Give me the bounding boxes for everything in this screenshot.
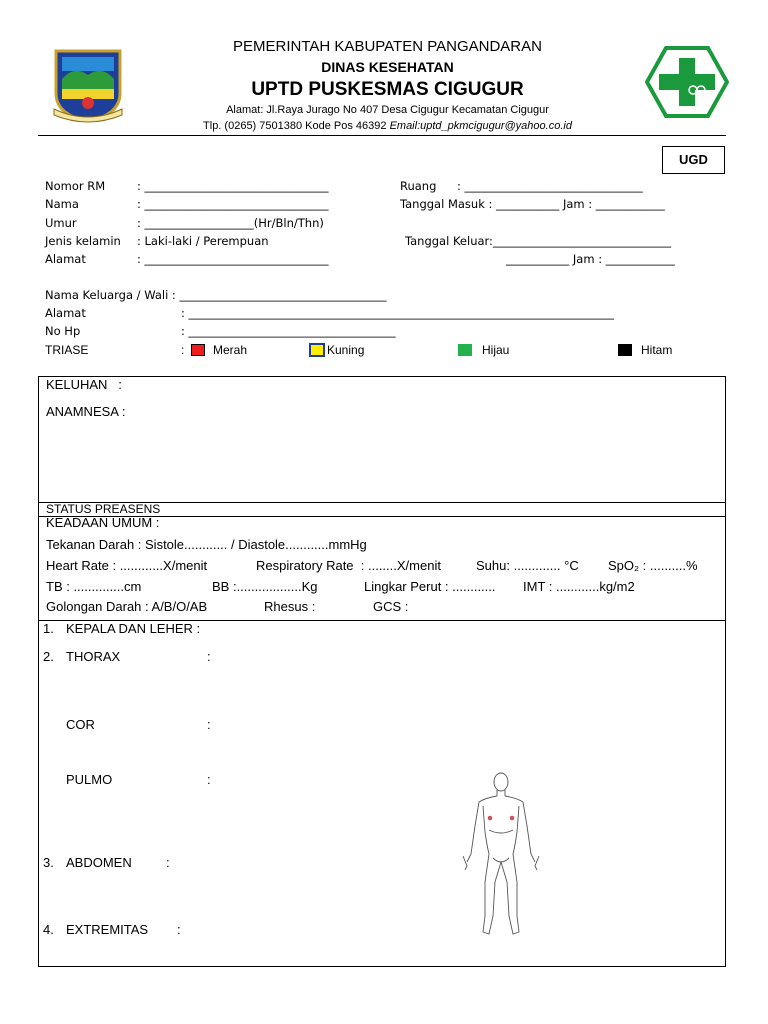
umur-field[interactable]: : ___________________(Hr/Bln/Thn) [137, 216, 324, 230]
ruang-field[interactable]: : _______________________________ [457, 179, 643, 193]
pulmo-label: PULMO [66, 772, 113, 787]
thorax-number: 2. [43, 649, 54, 664]
rhesus-field[interactable]: Rhesus : [264, 599, 316, 614]
jenis-kelamin-field[interactable]: : Laki-laki / Perempuan [137, 234, 269, 248]
triase-hitam-checkbox[interactable] [618, 344, 632, 356]
nama-label: Nama [45, 197, 79, 211]
nama-field[interactable]: : ________________________________ [137, 197, 329, 211]
heart-rate-field[interactable]: Heart Rate : ............X/menit [46, 558, 208, 573]
examination-box [38, 376, 726, 967]
body-diagram [455, 770, 547, 942]
alamat-wali-label: Alamat [45, 306, 86, 320]
extremitas-number: 4. [43, 922, 54, 937]
spo2-field[interactable]: SpO₂ : ..........% [608, 558, 698, 573]
thorax-label: THORAX [66, 649, 121, 664]
nohp-field[interactable]: : ____________________________________ [181, 324, 396, 338]
triase-merah-label: Merah [213, 343, 248, 357]
keluhan-label: KELUHAN : [46, 377, 122, 392]
triase-hijau-checkbox[interactable] [458, 344, 472, 356]
puskesmas-logo [645, 46, 729, 118]
kepala-number: 1. [43, 621, 54, 636]
nomor-rm-label: Nomor RM [45, 179, 106, 193]
department-title: DINAS KESEHATAN [321, 59, 454, 75]
contact-text [0, 120, 768, 132]
umur-label: Umur [45, 216, 77, 230]
extremitas-label: EXTREMITAS [66, 922, 149, 937]
kepala-leher-label: KEPALA DAN LEHER : [66, 621, 201, 636]
nama-wali-field[interactable]: Nama Keluarga / Wali : ____________________________________ [45, 288, 387, 302]
extremitas-colon: : [177, 922, 181, 937]
ruang-label: Ruang [400, 179, 437, 193]
status-preasens-label: STATUS PREASENS [46, 502, 161, 516]
triase-kuning-checkbox[interactable] [309, 343, 325, 357]
triase-kuning-label: Kuning [327, 343, 365, 357]
golongan-darah-field[interactable]: Golongan Darah : A/B/O/AB [46, 599, 208, 614]
respiratory-rate-field[interactable]: Respiratory Rate : ........X/menit [256, 558, 441, 573]
puskesmas-title: UPTD PUSKESMAS CIGUGUR [251, 79, 524, 100]
tekanan-darah-field[interactable]: Tekanan Darah : Sistole............ / Diastole............mmHg [46, 537, 367, 552]
gcs-field[interactable]: GCS : [373, 599, 409, 614]
cor-label: COR [66, 717, 95, 732]
address-text: Alamat: Jl.Raya Jurago No 407 Desa Cigugur Kecamatan Cigugur [226, 104, 549, 116]
jenis-kelamin-label: Jenis kelamin [45, 234, 121, 248]
lingkar-perut-field[interactable]: Lingkar Perut : ............ [364, 579, 496, 594]
email-text: Email:uptd_pkmcigugur@yahoo.co.id [389, 120, 572, 132]
alamat-field[interactable]: : ________________________________ [137, 252, 329, 266]
cor-colon: : [207, 717, 211, 732]
imt-field[interactable]: IMT : ............kg/m2 [523, 579, 635, 594]
alamat-label: Alamat [45, 252, 86, 266]
thorax-colon: : [207, 649, 211, 664]
triase-merah-checkbox[interactable] [191, 344, 205, 356]
triase-colon: : [181, 343, 185, 357]
nomor-rm-field[interactable]: : ________________________________ [137, 179, 329, 193]
suhu-field[interactable]: Suhu: ............. °C [476, 558, 579, 573]
abdomen-label: ABDOMEN [66, 855, 132, 870]
tb-field[interactable]: TB : ..............cm [46, 579, 142, 594]
header-divider [38, 135, 726, 136]
phone-text: Tlp. (0265) 7501380 Kode Pos 46392 [203, 120, 390, 132]
pulmo-colon: : [207, 772, 211, 787]
bb-field[interactable]: BB :..................Kg [212, 579, 318, 594]
triase-label: TRIASE [45, 343, 89, 357]
nohp-label: No Hp [45, 324, 81, 338]
tanggal-keluar-field[interactable]: Tanggal Keluar:_______________________________ [405, 234, 672, 248]
triase-hijau-label: Hijau [482, 343, 510, 357]
anamnesa-label: ANAMNESA : [46, 404, 126, 419]
alamat-wali-field[interactable]: : __________________________________________________________________________ [181, 306, 615, 320]
abdomen-number: 3. [43, 855, 54, 870]
government-title: PEMERINTAH KABUPATEN PANGANDARAN [233, 38, 542, 55]
jam-keluar-field[interactable]: ___________ Jam : ____________ [506, 252, 675, 266]
triase-hitam-label: Hitam [641, 343, 673, 357]
tanggal-masuk-field[interactable]: Tanggal Masuk : ___________ Jam : ____________ [400, 197, 665, 211]
ugd-badge: UGD [662, 146, 725, 174]
keadaan-umum-label: KEADAAN UMUM : [46, 515, 160, 530]
abdomen-colon: : [166, 855, 170, 870]
